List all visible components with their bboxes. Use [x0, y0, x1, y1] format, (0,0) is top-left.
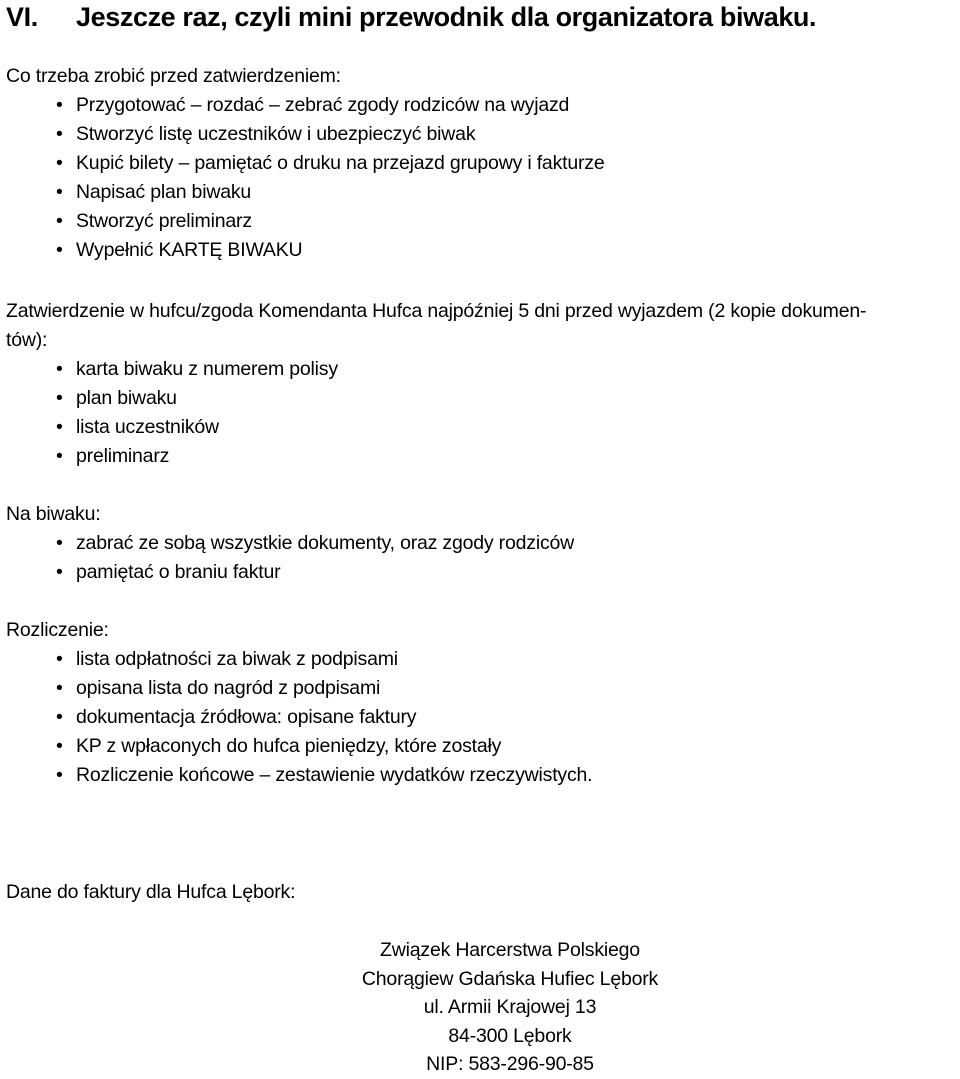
- settlement-list: [54, 645, 592, 790]
- camp-intro: Na biwaku:: [6, 503, 101, 525]
- list-item: • zabrać ze sobą wszystkie dokumenty, oraz zgody rodziców: [54, 529, 574, 558]
- address-line-organization: Związek Harcerstwa Polskiego: [380, 939, 640, 961]
- section-number: VI.: [6, 2, 38, 32]
- address-line-street: ul. Armii Krajowej 13: [423, 996, 597, 1018]
- bullet-icon: •: [56, 561, 63, 583]
- list-item: • opisana lista do nagród z podpisami: [54, 674, 592, 703]
- list-item: • preliminarz: [54, 442, 338, 471]
- bullet-icon: •: [56, 416, 63, 438]
- list-item: • KP z wpłaconych do hufca pieniędzy, które zostały: [54, 732, 592, 761]
- list-item: • Wypełnić KARTĘ BIWAKU: [54, 236, 604, 265]
- bullet-icon: •: [56, 152, 63, 174]
- list-item: • plan biwaku: [54, 384, 338, 413]
- list-item: • dokumentacja źródłowa: opisane faktury: [54, 703, 592, 732]
- approval-documents-list: [54, 355, 338, 471]
- list-item: • Napisać plan biwaku: [54, 178, 604, 207]
- list-item: • Kupić bilety – pamiętać o druku na przejazd grupowy i fakturze: [54, 149, 604, 178]
- section-title: Jeszcze raz, czyli mini przewodnik dla organizatora biwaku.: [76, 2, 817, 32]
- settlement-intro: Rozliczenie:: [6, 619, 109, 641]
- before-approval-intro: Co trzeba zrobić przed zatwierdzeniem:: [6, 65, 341, 87]
- camp-list: [54, 529, 574, 587]
- bullet-icon: •: [56, 706, 63, 728]
- list-item: • karta biwaku z numerem polisy: [54, 355, 338, 384]
- list-item: • Rozliczenie końcowe – zestawienie wydatków rzeczywistych.: [54, 761, 592, 790]
- list-item: • lista odpłatności za biwak z podpisami: [54, 645, 592, 674]
- bullet-icon: •: [56, 445, 63, 467]
- bullet-icon: •: [56, 735, 63, 757]
- invoice-intro: Dane do faktury dla Hufca Lębork:: [6, 881, 296, 903]
- address-line-city: 84-300 Lębork: [448, 1024, 572, 1047]
- bullet-icon: •: [56, 358, 63, 380]
- bullet-icon: •: [56, 764, 63, 786]
- approval-intro-line1: Zatwierdzenie w hufcu/zgoda Komendanta Hufca najpóźniej 5 dni przed wyjazdem (2 kopie dokumen-: [6, 300, 867, 322]
- bullet-icon: •: [56, 210, 63, 232]
- list-item: • lista uczestników: [54, 413, 338, 442]
- address-line-unit: Chorągiew Gdańska Hufiec Lębork: [361, 967, 659, 990]
- bullet-icon: •: [56, 387, 63, 409]
- bullet-icon: •: [56, 123, 63, 145]
- list-item: • Stworzyć listę uczestników i ubezpieczyć biwak: [54, 120, 604, 149]
- bullet-icon: •: [56, 181, 63, 203]
- before-approval-list: [54, 91, 604, 265]
- bullet-icon: •: [56, 648, 63, 670]
- list-item: • pamiętać o braniu faktur: [54, 558, 574, 587]
- list-item: • Przygotować – rozdać – zebrać zgody rodziców na wyjazd: [54, 91, 604, 120]
- bullet-icon: •: [56, 94, 63, 116]
- bullet-icon: •: [56, 239, 63, 261]
- approval-intro-line2: tów):: [6, 329, 48, 351]
- invoice-address-block: [300, 936, 720, 1079]
- bullet-icon: •: [56, 677, 63, 699]
- bullet-icon: •: [56, 532, 63, 554]
- section-heading: [6, 2, 816, 33]
- address-line-nip: NIP: 583-296-90-85: [426, 1053, 594, 1075]
- list-item: • Stworzyć preliminarz: [54, 207, 604, 236]
